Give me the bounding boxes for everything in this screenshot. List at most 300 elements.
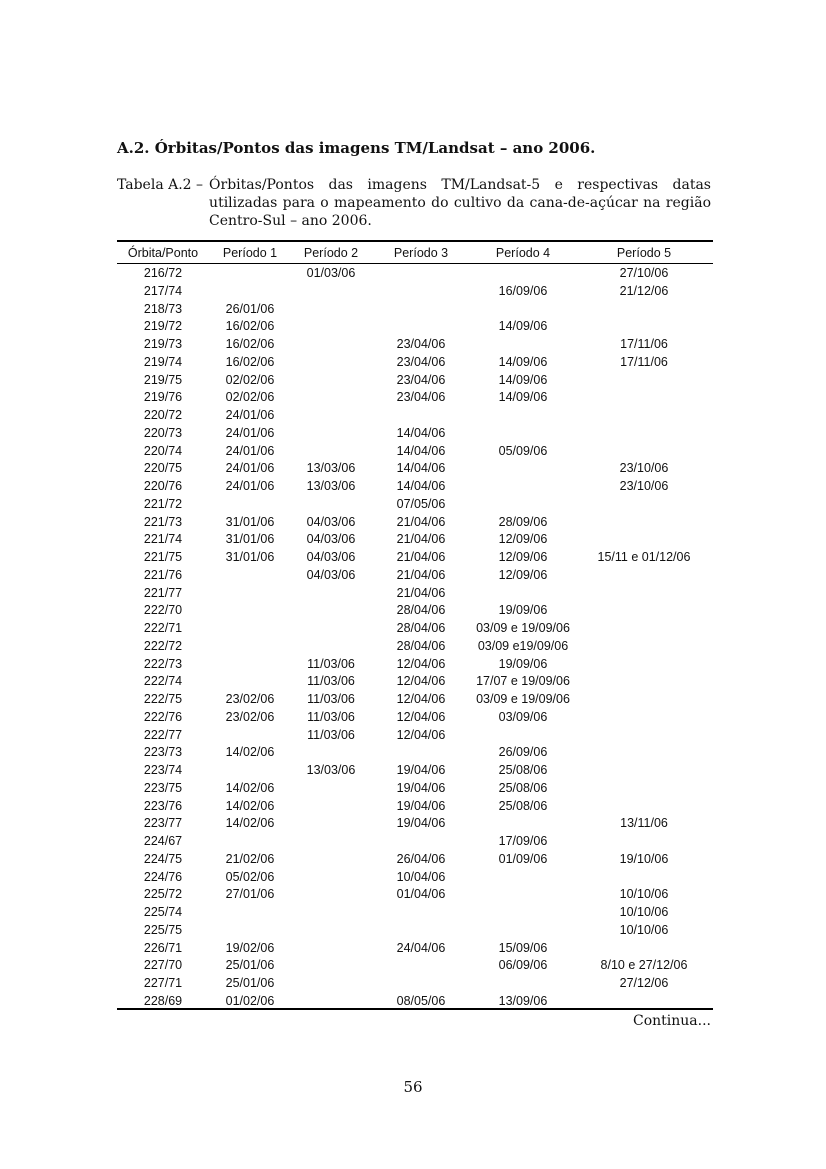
- orbita-ponto-cell: 225/72: [143, 887, 183, 902]
- orbita-ponto-cell: 219/72: [143, 319, 183, 334]
- periodo-2-cell: [291, 851, 371, 869]
- table-row: [117, 372, 713, 390]
- table-header: [117, 244, 713, 262]
- periodo-4-cell: 01/09/06: [498, 851, 548, 866]
- periodo-4-cell: 25/08/06: [498, 798, 548, 813]
- table-row: [117, 336, 713, 354]
- periodo-4-cell: 19/09/06: [498, 656, 548, 671]
- table-row: [117, 443, 713, 461]
- orbita-ponto-cell: 220/76: [143, 479, 183, 493]
- periodo-1-cell: 25/01/06: [225, 958, 275, 973]
- periodo-5-cell: 10/10/06: [619, 922, 669, 937]
- periodo-1-cell: [209, 638, 291, 656]
- table-row: [117, 815, 713, 833]
- periodo-2-cell: 04/03/06: [306, 532, 356, 547]
- header-periodo-2: Período 2: [303, 246, 359, 260]
- periodo-4-cell: 25/08/06: [498, 780, 548, 795]
- periodo-3-cell: 21/04/06: [396, 585, 446, 600]
- table-row: [117, 673, 713, 691]
- periodo-5-cell: [575, 443, 713, 461]
- periodo-1-cell: 02/02/06: [225, 390, 275, 405]
- periodo-1-cell: [209, 265, 291, 283]
- periodo-1-cell: 27/01/06: [225, 887, 275, 902]
- orbita-ponto-cell: 226/71: [143, 940, 183, 955]
- periodo-1-cell: 31/01/06: [225, 532, 275, 547]
- orbita-ponto-cell: 228/69: [143, 993, 183, 1008]
- orbita-ponto-cell: 224/67: [143, 834, 183, 848]
- table-row: [117, 744, 713, 762]
- periodo-3-cell: 28/04/06: [396, 638, 446, 653]
- periodo-4-cell: 12/09/06: [498, 532, 548, 547]
- periodo-2-cell: 13/03/06: [306, 479, 356, 493]
- periodo-1-cell: [209, 602, 291, 620]
- orbita-ponto-cell: 221/72: [143, 496, 183, 511]
- periodo-4-cell: 26/09/06: [498, 745, 548, 760]
- periodo-2-cell: 11/03/06: [307, 709, 355, 724]
- orbita-ponto-cell: 224/76: [143, 869, 183, 884]
- periodo-2-cell: [291, 425, 371, 443]
- periodo-2-cell: [291, 407, 371, 425]
- periodo-2-cell: 04/03/06: [306, 567, 356, 582]
- periodo-4-cell: 17/09/06: [498, 834, 548, 848]
- periodo-4-cell: [471, 496, 575, 514]
- periodo-3-cell: [371, 744, 471, 762]
- periodo-5-cell: [575, 656, 713, 674]
- periodo-3-cell: 12/04/06: [396, 656, 446, 671]
- orbita-ponto-cell: 221/75: [143, 550, 183, 564]
- periodo-3-cell: 10/04/06: [396, 869, 446, 884]
- caption-text: Órbitas/Pontos das imagens TM/Landsat-5 e respectivas datas utilizadas para o mapeamento do cultivo da cana-de-açúcar na região Centro-Sul – ano 2006.: [209, 177, 711, 229]
- periodo-4-cell: 03/09 e 19/09/06: [476, 692, 570, 706]
- table-bottom-rule: [117, 1008, 713, 1010]
- header-periodo-3: Período 3: [393, 246, 449, 260]
- periodo-2-cell: 04/03/06: [306, 550, 356, 564]
- periodo-4-cell: 03/09/06: [498, 709, 548, 724]
- periodo-5-cell: [575, 940, 713, 958]
- periodo-3-cell: 28/04/06: [396, 603, 446, 618]
- periodo-4-cell: [471, 478, 575, 496]
- orbita-ponto-cell: 223/76: [143, 798, 183, 813]
- periodo-2-cell: [291, 496, 371, 514]
- periodo-3-cell: [371, 407, 471, 425]
- periodo-4-cell: 28/09/06: [498, 514, 548, 529]
- orbita-ponto-cell: 216/72: [143, 266, 183, 280]
- periodo-5-cell: 8/10 e 27/12/06: [600, 958, 688, 973]
- table-row: [117, 585, 713, 603]
- periodo-3-cell: 23/04/06: [396, 354, 446, 369]
- periodo-1-cell: [209, 673, 291, 691]
- periodo-4-cell: [471, 727, 575, 745]
- periodo-2-cell: [291, 780, 371, 798]
- orbita-ponto-cell: 221/77: [143, 585, 183, 600]
- periodo-4-cell: [471, 975, 575, 993]
- periodo-1-cell: [209, 762, 291, 780]
- periodo-4-cell: 03/09 e19/09/06: [477, 638, 569, 653]
- section-title: A.2. Órbitas/Pontos das imagens TM/Landsat – ano 2006.: [117, 139, 596, 157]
- periodo-4-cell: 13/09/06: [498, 993, 548, 1008]
- periodo-1-cell: 01/02/06: [225, 993, 275, 1008]
- periodo-2-cell: [291, 957, 371, 975]
- periodo-4-cell: [471, 265, 575, 283]
- periodo-2-cell: [291, 922, 371, 940]
- periodo-5-cell: 27/10/06: [619, 266, 669, 280]
- table-body: [117, 265, 713, 1011]
- header-row: [117, 244, 713, 262]
- periodo-4-cell: 03/09 e 19/09/06: [476, 621, 570, 635]
- table-row: [117, 709, 713, 727]
- periodo-3-cell: 14/04/06: [396, 443, 446, 458]
- table-row: [117, 549, 713, 567]
- periodo-5-cell: [575, 638, 713, 656]
- periodo-3-cell: 21/04/06: [396, 550, 446, 564]
- table-row: [117, 922, 713, 940]
- table-row: [117, 691, 713, 709]
- table-row: [117, 389, 713, 407]
- table-row: [117, 496, 713, 514]
- periodo-4-cell: 12/09/06: [498, 567, 548, 582]
- table-row: [117, 602, 713, 620]
- periodo-4-cell: [471, 336, 575, 354]
- orbita-ponto-cell: 221/76: [143, 567, 183, 582]
- periodo-1-cell: 05/02/06: [225, 869, 275, 884]
- periodo-2-cell: 11/03/06: [307, 692, 355, 706]
- periodo-2-cell: 13/03/06: [306, 461, 356, 476]
- periodo-2-cell: [291, 585, 371, 603]
- periodo-2-cell: [291, 354, 371, 372]
- orbita-ponto-cell: 224/75: [143, 851, 183, 866]
- periodo-2-cell: [291, 283, 371, 301]
- periodo-4-cell: 17/07 e 19/09/06: [476, 674, 570, 689]
- periodo-1-cell: 02/02/06: [225, 372, 275, 387]
- periodo-5-cell: [575, 709, 713, 727]
- periodo-3-cell: 23/04/06: [396, 372, 446, 387]
- periodo-1-cell: [209, 283, 291, 301]
- periodo-3-cell: [371, 283, 471, 301]
- periodo-2-cell: [291, 602, 371, 620]
- table-row: [117, 904, 713, 922]
- orbita-ponto-cell: 222/73: [143, 656, 183, 671]
- periodo-1-cell: [209, 567, 291, 585]
- periodo-2-cell: [291, 620, 371, 638]
- periodo-1-cell: [209, 727, 291, 745]
- periodo-2-cell: [291, 975, 371, 993]
- periodo-2-cell: [291, 886, 371, 904]
- periodo-5-cell: 13/11/06: [620, 816, 668, 831]
- periodo-5-cell: [575, 691, 713, 709]
- periodo-1-cell: 14/02/06: [225, 780, 275, 795]
- periodo-4-cell: [471, 886, 575, 904]
- periodo-4-cell: [471, 815, 575, 833]
- table-row: [117, 478, 713, 496]
- periodo-3-cell: [371, 922, 471, 940]
- periodo-4-cell: 15/09/06: [498, 940, 548, 955]
- periodo-5-cell: [575, 727, 713, 745]
- periodo-1-cell: [209, 585, 291, 603]
- periodo-1-cell: 24/01/06: [225, 425, 275, 440]
- orbita-ponto-cell: 223/74: [143, 763, 183, 777]
- periodo-4-cell: [471, 904, 575, 922]
- table-row: [117, 780, 713, 798]
- periodo-4-cell: [471, 407, 575, 425]
- periodo-5-cell: 17/11/06: [620, 337, 668, 351]
- periodo-5-cell: [575, 602, 713, 620]
- table-row: [117, 727, 713, 745]
- periodo-5-cell: [575, 780, 713, 798]
- table-header-rule: [117, 263, 713, 264]
- periodo-3-cell: 21/04/06: [396, 567, 446, 582]
- periodo-1-cell: 16/02/06: [225, 319, 275, 334]
- periodo-4-cell: 16/09/06: [498, 283, 548, 298]
- periodo-5-cell: [575, 585, 713, 603]
- orbita-ponto-cell: 217/74: [143, 283, 183, 298]
- periodo-2-cell: [291, 389, 371, 407]
- orbita-ponto-cell: 219/75: [143, 372, 183, 387]
- periodo-5-cell: [575, 407, 713, 425]
- orbita-ponto-cell: 225/75: [143, 922, 183, 937]
- table-row: [117, 354, 713, 372]
- orbita-ponto-cell: 227/71: [143, 976, 183, 990]
- periodo-2-cell: [291, 336, 371, 354]
- periodo-3-cell: 23/04/06: [396, 337, 446, 351]
- periodo-3-cell: [371, 301, 471, 319]
- periodo-4-cell: 25/08/06: [498, 763, 548, 777]
- periodo-5-cell: 27/12/06: [619, 976, 669, 990]
- orbita-ponto-cell: 222/76: [143, 709, 183, 724]
- table-row: [117, 265, 713, 283]
- table-caption: [117, 176, 711, 230]
- periodo-1-cell: 31/01/06: [225, 514, 275, 529]
- periodo-1-cell: 19/02/06: [225, 940, 275, 955]
- periodo-1-cell: 24/01/06: [225, 443, 275, 458]
- periodo-5-cell: [575, 798, 713, 816]
- table-row: [117, 407, 713, 425]
- periodo-1-cell: 25/01/06: [225, 976, 275, 990]
- periodo-2-cell: [291, 904, 371, 922]
- periodo-5-cell: [575, 372, 713, 390]
- periodo-1-cell: 24/01/06: [225, 408, 275, 422]
- periodo-4-cell: 06/09/06: [498, 958, 548, 973]
- periodo-3-cell: [371, 265, 471, 283]
- orbita-ponto-cell: 223/75: [143, 780, 183, 795]
- periodo-3-cell: 12/04/06: [396, 727, 446, 742]
- periodo-5-cell: [575, 301, 713, 319]
- orbita-ponto-cell: 220/74: [143, 443, 183, 458]
- periodo-2-cell: [291, 833, 371, 851]
- periodo-5-cell: 15/11 e 01/12/06: [597, 550, 691, 564]
- table-row: [117, 957, 713, 975]
- periodo-5-cell: [575, 567, 713, 585]
- header-orbita-ponto: Órbita/Ponto: [127, 246, 199, 260]
- orbita-ponto-cell: 227/70: [143, 958, 183, 973]
- table-row: [117, 656, 713, 674]
- table-row: [117, 762, 713, 780]
- orbita-ponto-cell: 222/72: [143, 638, 183, 653]
- periodo-4-cell: 14/09/06: [498, 372, 548, 387]
- periodo-3-cell: 24/04/06: [396, 940, 446, 955]
- periodo-3-cell: 19/04/06: [396, 763, 446, 777]
- table-top-rule: [117, 240, 713, 242]
- periodo-5-cell: 17/11/06: [620, 354, 668, 369]
- periodo-3-cell: [371, 904, 471, 922]
- periodo-1-cell: 16/02/06: [225, 337, 275, 351]
- periodo-2-cell: [291, 869, 371, 887]
- periodo-2-cell: [291, 301, 371, 319]
- periodo-2-cell: 13/03/06: [306, 763, 356, 777]
- periodo-5-cell: [575, 389, 713, 407]
- table-row: [117, 869, 713, 887]
- orbita-ponto-cell: 222/74: [143, 674, 183, 689]
- periodo-1-cell: 23/02/06: [225, 709, 275, 724]
- periodo-4-cell: [471, 425, 575, 443]
- orbita-ponto-cell: 222/71: [143, 621, 183, 635]
- orbita-ponto-cell: 219/76: [143, 390, 183, 405]
- periodo-5-cell: [575, 514, 713, 532]
- orbita-ponto-cell: 223/77: [143, 816, 183, 831]
- periodo-5-cell: 23/10/06: [619, 479, 669, 493]
- periodo-2-cell: 04/03/06: [306, 514, 356, 529]
- periodo-2-cell: [291, 798, 371, 816]
- periodo-2-cell: 11/03/06: [307, 727, 355, 742]
- header-periodo-4: Período 4: [495, 246, 551, 260]
- periodo-4-cell: [471, 460, 575, 478]
- table-row: [117, 567, 713, 585]
- periodo-4-cell: 05/09/06: [498, 443, 548, 458]
- periodo-4-cell: [471, 922, 575, 940]
- periodo-3-cell: 07/05/06: [396, 496, 446, 511]
- periodo-2-cell: 01/03/06: [306, 266, 356, 280]
- periodo-3-cell: 19/04/06: [396, 780, 446, 795]
- orbita-ponto-cell: 222/70: [143, 603, 183, 618]
- periodo-1-cell: [209, 496, 291, 514]
- periodo-2-cell: [291, 815, 371, 833]
- periodo-3-cell: 01/04/06: [396, 887, 446, 902]
- orbita-ponto-cell: 223/73: [143, 745, 183, 760]
- periodo-5-cell: [575, 673, 713, 691]
- periodo-5-cell: [575, 744, 713, 762]
- table-row: [117, 798, 713, 816]
- periodo-5-cell: [575, 833, 713, 851]
- periodo-3-cell: 14/04/06: [396, 479, 446, 493]
- periodo-5-cell: [575, 425, 713, 443]
- periodo-4-cell: 19/09/06: [498, 603, 548, 618]
- table-row: [117, 425, 713, 443]
- orbita-ponto-cell: 222/75: [143, 692, 183, 706]
- orbita-ponto-cell: 220/72: [143, 408, 183, 422]
- table-row: [117, 833, 713, 851]
- table-row: [117, 975, 713, 993]
- periodo-4-cell: [471, 585, 575, 603]
- periodo-4-cell: [471, 301, 575, 319]
- table-row: [117, 460, 713, 478]
- periodo-1-cell: [209, 904, 291, 922]
- periodo-1-cell: 31/01/06: [225, 550, 275, 564]
- periodo-2-cell: [291, 318, 371, 336]
- periodo-3-cell: 08/05/06: [396, 993, 446, 1008]
- table-row: [117, 318, 713, 336]
- caption-label: Tabela A.2 –: [117, 177, 204, 193]
- periodo-3-cell: 19/04/06: [396, 816, 446, 831]
- periodo-5-cell: [575, 869, 713, 887]
- periodo-2-cell: [291, 638, 371, 656]
- periodo-5-cell: 21/12/06: [619, 283, 669, 298]
- periodo-3-cell: 12/04/06: [396, 692, 446, 706]
- periodo-1-cell: 16/02/06: [225, 354, 275, 369]
- periodo-2-cell: [291, 744, 371, 762]
- periodo-2-cell: [291, 443, 371, 461]
- periodo-1-cell: 14/02/06: [225, 798, 275, 813]
- periodo-1-cell: [209, 833, 291, 851]
- periodo-5-cell: 10/10/06: [619, 905, 669, 919]
- periodo-5-cell: [575, 496, 713, 514]
- periodo-3-cell: [371, 957, 471, 975]
- periodo-1-cell: [209, 620, 291, 638]
- periodo-2-cell: [291, 940, 371, 958]
- orbita-ponto-cell: 218/73: [143, 301, 183, 316]
- periodo-1-cell: 24/01/06: [225, 461, 275, 476]
- periodo-3-cell: 14/04/06: [396, 461, 446, 476]
- table-row: [117, 514, 713, 532]
- periodo-3-cell: 28/04/06: [396, 621, 446, 635]
- periodo-4-cell: [471, 869, 575, 887]
- periodo-2-cell: 11/03/06: [307, 674, 355, 689]
- periodo-1-cell: 23/02/06: [225, 692, 275, 706]
- periodo-4-cell: 14/09/06: [498, 319, 548, 334]
- periodo-1-cell: 14/02/06: [225, 816, 275, 831]
- page-number: 56: [403, 1078, 423, 1096]
- periodo-3-cell: [371, 975, 471, 993]
- table-row: [117, 620, 713, 638]
- periodo-3-cell: 19/04/06: [396, 798, 446, 813]
- orbita-ponto-cell: 219/73: [143, 337, 183, 351]
- periodo-3-cell: 23/04/06: [396, 390, 446, 405]
- periodo-4-cell: 14/09/06: [498, 354, 548, 369]
- periodo-5-cell: 10/10/06: [619, 887, 669, 902]
- periodo-2-cell: 11/03/06: [307, 656, 355, 671]
- table-row: [117, 283, 713, 301]
- periodo-2-cell: [291, 372, 371, 390]
- table-row: [117, 851, 713, 869]
- continued-note: Continua...: [633, 1013, 711, 1029]
- periodo-5-cell: [575, 531, 713, 549]
- table-row: [117, 940, 713, 958]
- periodo-4-cell: 14/09/06: [498, 390, 548, 405]
- orbita-ponto-cell: 221/73: [143, 514, 183, 529]
- orbita-ponto-cell: 222/77: [143, 727, 183, 742]
- periodo-3-cell: 14/04/06: [396, 425, 446, 440]
- periodo-3-cell: 12/04/06: [396, 674, 446, 689]
- periodo-1-cell: [209, 656, 291, 674]
- periodo-3-cell: 26/04/06: [396, 851, 446, 866]
- periodo-3-cell: 21/04/06: [396, 514, 446, 529]
- periodo-3-cell: 21/04/06: [396, 532, 446, 547]
- orbita-ponto-cell: 220/73: [143, 425, 183, 440]
- periodo-3-cell: [371, 833, 471, 851]
- table-row: [117, 886, 713, 904]
- periodo-5-cell: 19/10/06: [619, 851, 669, 866]
- header-periodo-5: Período 5: [616, 246, 672, 260]
- orbita-ponto-cell: 221/74: [143, 532, 183, 547]
- periodo-1-cell: 21/02/06: [225, 851, 275, 866]
- table-row: [117, 531, 713, 549]
- periodo-5-cell: [575, 318, 713, 336]
- periodo-5-cell: [575, 620, 713, 638]
- periodo-4-cell: 12/09/06: [498, 550, 548, 564]
- periodo-3-cell: 12/04/06: [396, 709, 446, 724]
- orbita-ponto-cell: 225/74: [143, 905, 183, 919]
- periodo-3-cell: [371, 318, 471, 336]
- orbita-ponto-cell: 220/75: [143, 461, 183, 476]
- periodo-5-cell: [575, 762, 713, 780]
